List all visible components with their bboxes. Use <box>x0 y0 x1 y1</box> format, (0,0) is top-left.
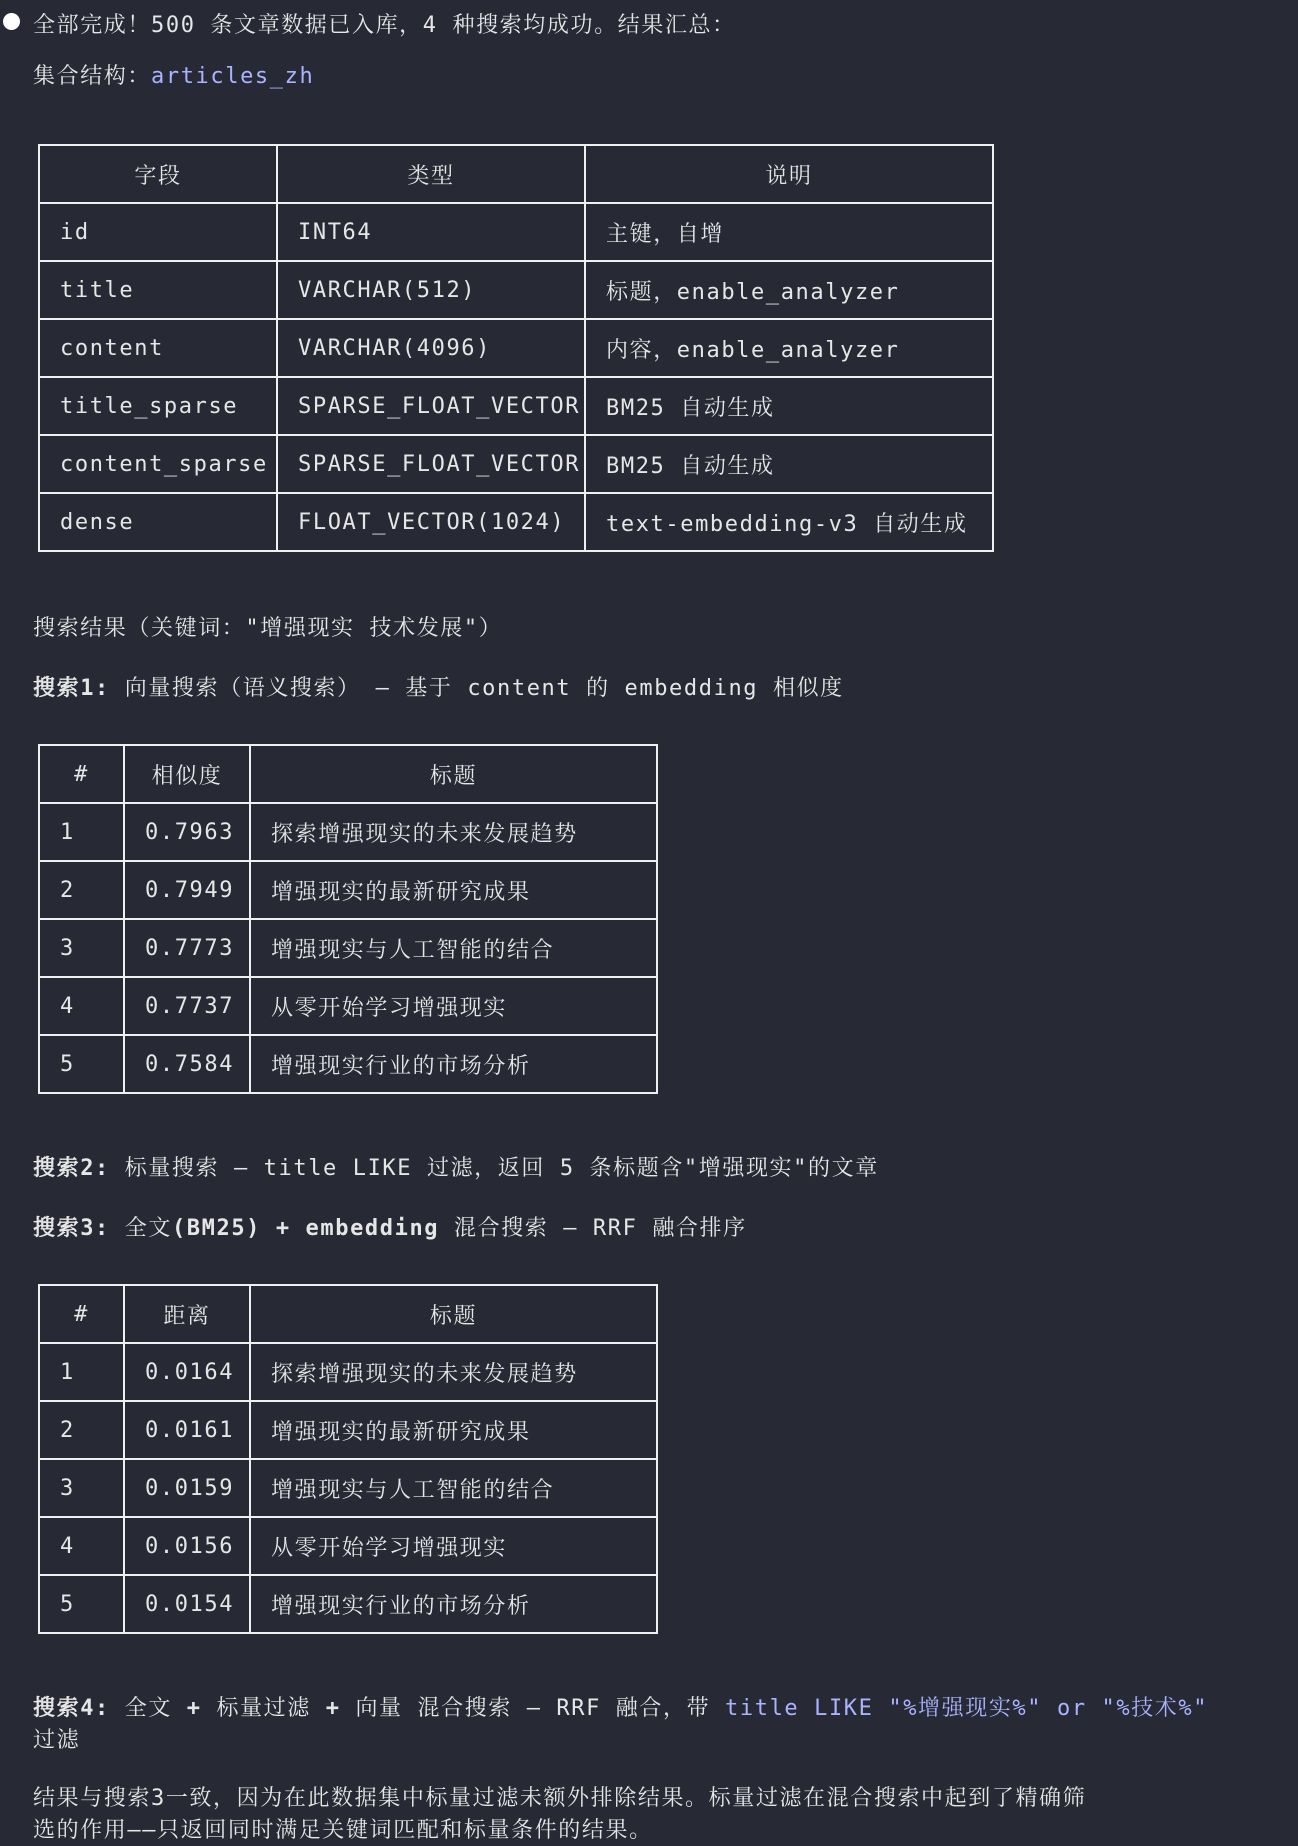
column-header: # <box>39 745 124 803</box>
description-cell: BM25 自动生成 <box>585 435 993 493</box>
description-cell: 标题，enable_analyzer <box>585 261 993 319</box>
type-cell: VARCHAR(4096) <box>277 319 585 377</box>
description-cell: 主键，自增 <box>585 203 993 261</box>
summary-text: 全部完成！500 条文章数据已入库，4 种搜索均成功。结果汇总： <box>33 13 736 38</box>
search3-bold-text: (BM25) + embedding <box>171 1216 440 1241</box>
rank-cell: 5 <box>39 1035 124 1093</box>
title-cell: 增强现实行业的市场分析 <box>250 1575 657 1633</box>
table-row <box>39 803 657 861</box>
column-header: 字段 <box>39 145 277 203</box>
search2-line <box>33 1151 879 1182</box>
field-cell: dense <box>39 493 277 551</box>
search1-label: 搜索1: <box>33 676 110 701</box>
plus-sign: + <box>186 1696 202 1721</box>
distance-cell: 0.0164 <box>124 1343 250 1401</box>
rank-cell: 4 <box>39 1517 124 1575</box>
rank-cell: 1 <box>39 1343 124 1401</box>
search4-description-tail: 向量 混合搜索 — RRF 融合，带 <box>340 1696 726 1721</box>
field-cell: title <box>39 261 277 319</box>
title-cell: 增强现实的最新研究成果 <box>250 1401 657 1459</box>
table-header-row <box>39 145 993 203</box>
table-row <box>39 919 657 977</box>
vector-results-table <box>38 744 658 1094</box>
table-row <box>39 203 993 261</box>
type-cell: INT64 <box>277 203 585 261</box>
column-header: 类型 <box>277 145 585 203</box>
title-cell: 增强现实行业的市场分析 <box>250 1035 657 1093</box>
title-cell: 从零开始学习增强现实 <box>250 1517 657 1575</box>
description-cell: 内容，enable_analyzer <box>585 319 993 377</box>
search3-description-tail: 混合搜索 — RRF 融合排序 <box>439 1216 747 1241</box>
table-header-row <box>39 1285 657 1343</box>
search-results-heading: 搜索结果（关键词："增强现实 技术发展"） <box>33 616 503 641</box>
collection-name: articles_zh <box>151 64 315 89</box>
table-row <box>39 1459 657 1517</box>
title-cell: 探索增强现实的未来发展趋势 <box>250 1343 657 1401</box>
table-row <box>39 493 993 551</box>
search4-line <box>33 1691 1208 1722</box>
score-cell: 0.7773 <box>124 919 250 977</box>
collection-label: 集合结构： <box>33 64 152 89</box>
table-row <box>39 435 993 493</box>
table-row <box>39 1343 657 1401</box>
table-row <box>39 1575 657 1633</box>
search3-description: 全文 <box>109 1216 172 1241</box>
column-header: 距离 <box>124 1285 250 1343</box>
rank-cell: 1 <box>39 803 124 861</box>
search3-label: 搜索3: <box>33 1216 110 1241</box>
table-row <box>39 1035 657 1093</box>
type-cell: SPARSE_FLOAT_VECTOR <box>277 377 585 435</box>
title-cell: 增强现实与人工智能的结合 <box>250 919 657 977</box>
distance-cell: 0.0156 <box>124 1517 250 1575</box>
title-cell: 增强现实与人工智能的结合 <box>250 1459 657 1517</box>
title-cell: 探索增强现实的未来发展趋势 <box>250 803 657 861</box>
table-header-row <box>39 745 657 803</box>
column-header: 说明 <box>585 145 993 203</box>
table-row <box>39 1517 657 1575</box>
type-cell: VARCHAR(512) <box>277 261 585 319</box>
rank-cell: 3 <box>39 919 124 977</box>
conclusion-line-1: 结果与搜索3一致，因为在此数据集中标量过滤未额外排除结果。标量过滤在混合搜索中起到了精确筛 <box>33 1786 1087 1811</box>
search3-line <box>33 1211 747 1242</box>
distance-cell: 0.0159 <box>124 1459 250 1517</box>
filter-code: title LIKE "%增强现实%" or "%技术%" <box>725 1696 1209 1721</box>
table-row <box>39 261 993 319</box>
column-header: 标题 <box>250 1285 657 1343</box>
field-cell: id <box>39 203 277 261</box>
table-row <box>39 1401 657 1459</box>
score-cell: 0.7949 <box>124 861 250 919</box>
type-cell: SPARSE_FLOAT_VECTOR <box>277 435 585 493</box>
rank-cell: 4 <box>39 977 124 1035</box>
collection-line <box>33 59 314 90</box>
distance-cell: 0.0161 <box>124 1401 250 1459</box>
field-cell: title_sparse <box>39 377 277 435</box>
description-cell: BM25 自动生成 <box>585 377 993 435</box>
table-row <box>39 377 993 435</box>
title-cell: 从零开始学习增强现实 <box>250 977 657 1035</box>
score-cell: 0.7584 <box>124 1035 250 1093</box>
search2-description: 标量搜索 — title LIKE 过滤，返回 5 条标题含"增强现实"的文章 <box>109 1156 879 1181</box>
title-cell: 增强现实的最新研究成果 <box>250 861 657 919</box>
plus-sign: + <box>325 1696 341 1721</box>
table-row <box>39 861 657 919</box>
bullet-icon <box>3 13 20 30</box>
search1-line <box>33 671 844 702</box>
field-cell: content <box>39 319 277 377</box>
rank-cell: 2 <box>39 861 124 919</box>
search1-description: 向量搜索（语义搜索） — 基于 content 的 embedding 相似度 <box>109 676 844 701</box>
column-header: 相似度 <box>124 745 250 803</box>
search4-line-continued: 过滤 <box>33 1728 81 1753</box>
rank-cell: 2 <box>39 1401 124 1459</box>
column-header: 标题 <box>250 745 657 803</box>
field-cell: content_sparse <box>39 435 277 493</box>
search4-description: 全文 <box>109 1696 187 1721</box>
search2-label: 搜索2: <box>33 1156 110 1181</box>
score-cell: 0.7963 <box>124 803 250 861</box>
search4-description-mid: 标量过滤 <box>201 1696 326 1721</box>
rank-cell: 3 <box>39 1459 124 1517</box>
rank-cell: 5 <box>39 1575 124 1633</box>
column-header: # <box>39 1285 124 1343</box>
score-cell: 0.7737 <box>124 977 250 1035</box>
type-cell: FLOAT_VECTOR(1024) <box>277 493 585 551</box>
description-cell: text-embedding-v3 自动生成 <box>585 493 993 551</box>
search4-label: 搜索4: <box>33 1696 110 1721</box>
table-row <box>39 977 657 1035</box>
table-row <box>39 319 993 377</box>
conclusion-line-2: 选的作用——只返回同时满足关键词匹配和标量条件的结果。 <box>33 1818 653 1843</box>
hybrid-results-table <box>38 1284 658 1634</box>
schema-table <box>38 144 994 552</box>
distance-cell: 0.0154 <box>124 1575 250 1633</box>
